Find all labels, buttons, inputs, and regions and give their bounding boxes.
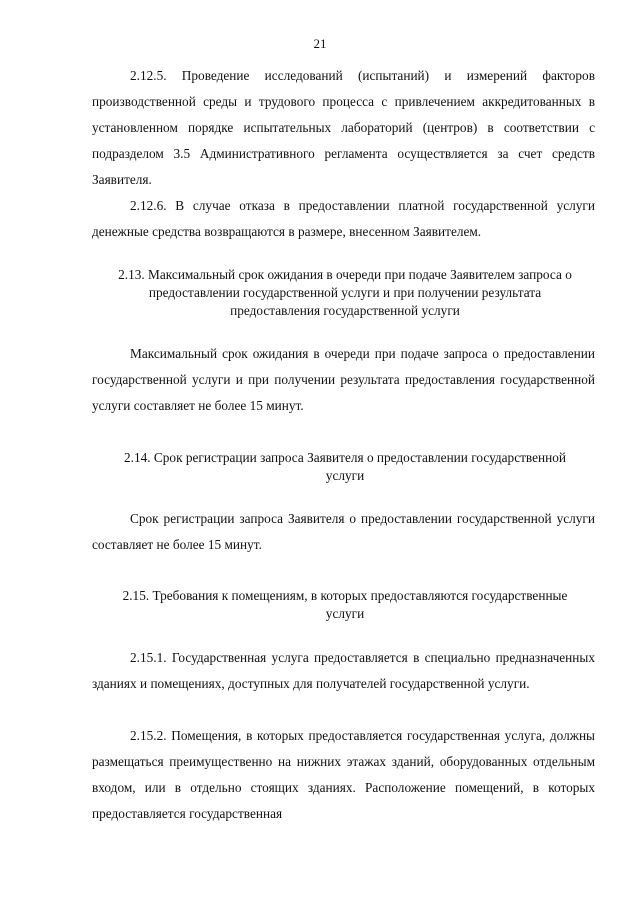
- paragraph-2-12-6: 2.12.6. В случае отказа в предоставлении платной государственной услуги денежные средства возвращаются в размере, внесенном Заявителем.: [92, 198, 595, 239]
- paragraph-2-12-5: 2.12.5. Проведение исследований (испытаний) и измерений факторов производственной среды и трудового процесса с привлечением аккредитованных в установленном порядке испытательных лабораторий (центров) в соответствии с подразделом 3.5 Административного регламента осуществляется за счет средств Заявителя.: [92, 68, 595, 187]
- paragraph-2-13: Максимальный срок ожидания в очереди при подаче запроса о предоставлении государственной услуги и при получении результата предоставления государственной услуги составляет не более 15 минут.: [92, 346, 595, 413]
- section-heading-2-15: 2.15. Требования к помещениям, в которых предоставляются государственные услуги: [122, 588, 568, 621]
- paragraph-2-15-1: 2.15.1. Государственная услуга предоставляется в специально предназначенных зданиях и помещениях, доступных для получателей государственной услуги.: [92, 650, 595, 691]
- section-heading-2-14: 2.14. Срок регистрации запроса Заявителя о предоставлении государственной услуги: [123, 450, 567, 483]
- paragraph-2-15-2: 2.15.2. Помещения, в которых предоставляется государственная услуга, должны размещаться преимущественно на нижних этажах зданий, оборудованных отдельным входом, или в отдельно стоящих зданиях. Расположение помещений, в которых предоставляется государственная: [92, 728, 595, 821]
- section-heading-2-13: 2.13. Максимальный срок ожидания в очереди при подаче Заявителем запроса о предоставлении государственной услуги и при получении результата предоставления государственной услуги: [118, 267, 572, 318]
- page-number: 21: [313, 36, 327, 51]
- paragraph-2-14: Срок регистрации запроса Заявителя о предоставлении государственной услуги составляет не более 15 минут.: [92, 511, 595, 552]
